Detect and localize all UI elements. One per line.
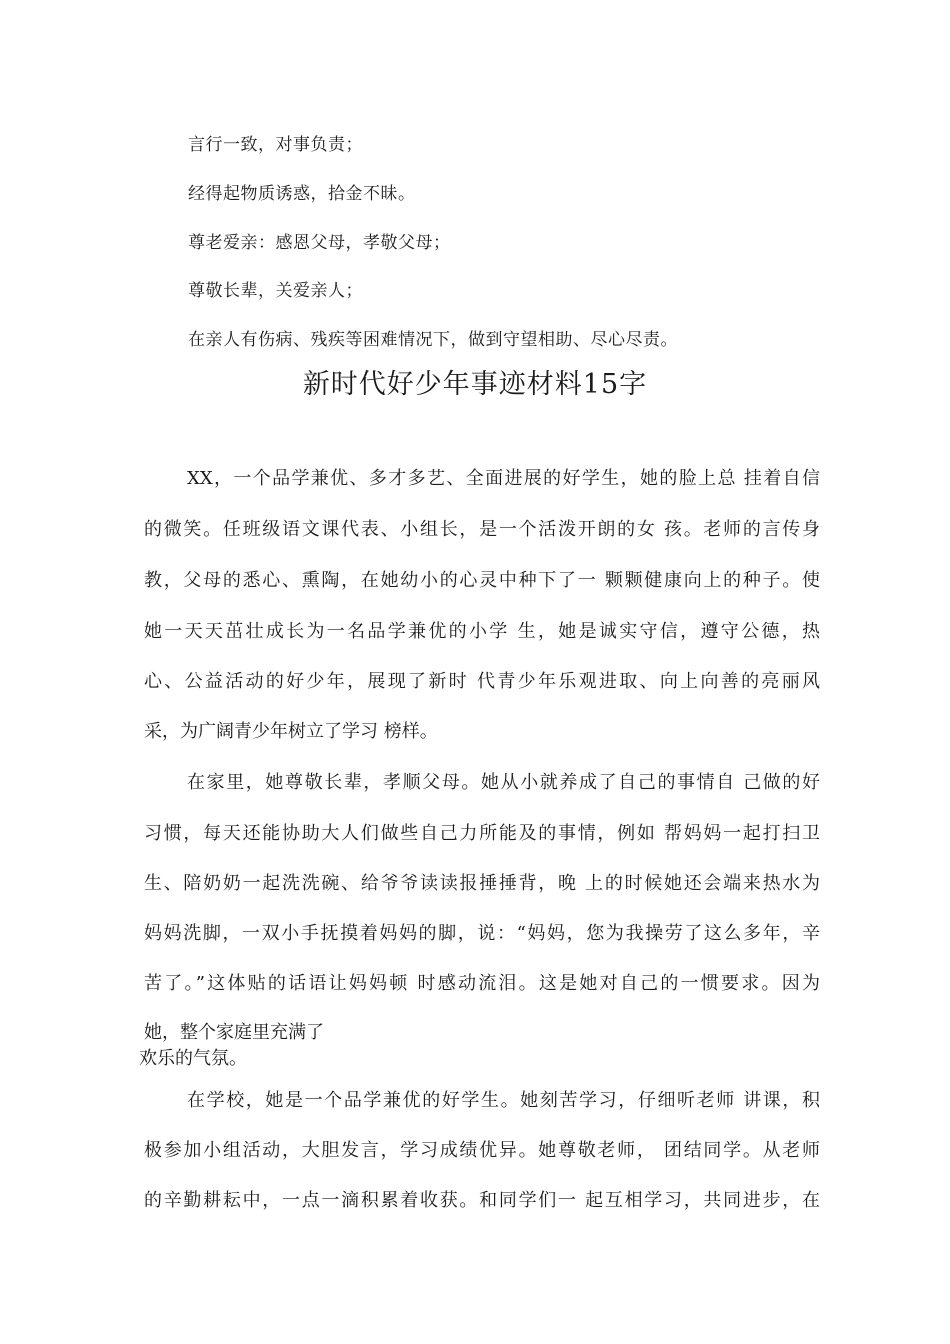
paragraph-line: 妈妈洗脚，一双小手抚摸着妈妈的脚，说：“妈妈，您为我操劳了这么多年，辛 — [144, 923, 820, 944]
paragraph-line: 在学校，她是一个品学兼优的好学生。她刻苦学习，仔细听老师 讲课，积 — [187, 1090, 820, 1111]
paragraph-line: 在家里，她尊敬长辈，孝顺父母。她从小就养成了自己的事情自 己做的好 — [187, 772, 820, 793]
document-title: 新时代好少年事迹材料15字 — [302, 369, 648, 400]
intro-line: 言行一致，对事负责； — [188, 135, 363, 155]
paragraph-line: 生、陪奶奶一起洗洗碗、给爷爷读读报捶捶背，晚 上的时候她还会端来热水为 — [144, 873, 820, 894]
paragraph-line: 的微笑。任班级语文课代表、小组长，是一个活泼开朗的女 孩。老师的言传身 — [144, 519, 820, 540]
intro-line: 在亲人有伤病、残疾等困难情况下，做到守望相助、尽心尽责。 — [188, 330, 678, 350]
intro-line: 尊老爱亲：感恩父母，孝敬父母； — [188, 233, 451, 253]
paragraph-line: 采，为广阔青少年树立了学习 榜样。 — [144, 721, 438, 742]
paragraph-line: 的辛勤耕耘中，一点一滴积累着收获。和同学们一 起互相学习，共同进步，在 — [144, 1190, 820, 1211]
intro-line: 尊敬长辈，关爱亲人； — [188, 281, 363, 301]
paragraph-line: 欢乐的气氛。 — [139, 1048, 247, 1069]
paragraph-line: 她一天天茁壮成长为一名品学兼优的小学 生，她是诚实守信，遵守公德，热 — [144, 621, 820, 642]
paragraph-line: 习惯，每天还能协助大人们做些自己力所能及的事情，例如 帮妈妈一起打扫卫 — [144, 823, 820, 844]
intro-line: 经得起物质诱惑，拾金不昧。 — [188, 184, 416, 204]
paragraph-line: 极参加小组活动，大胆发言，学习成绩优异。她尊敬老师， 团结同学。从老师 — [144, 1140, 820, 1161]
paragraph-line: XX，一个品学兼优、多才多艺、全面进展的好学生，她的脸上总 挂着自信 — [187, 468, 820, 489]
paragraph-line: 苦了。”这体贴的话语让妈妈顿 时感动流泪。这是她对自己的一惯要求。因为 — [144, 973, 820, 994]
paragraph-line: 教，父母的悉心、熏陶，在她幼小的心灵中种下了一 颗颗健康向上的种子。使 — [144, 570, 820, 591]
paragraph-line: 她，整个家庭里充满了 — [144, 1022, 324, 1043]
paragraph-line: 心、公益活动的好少年，展现了新时 代青少年乐观进取、向上向善的亮丽风 — [144, 671, 820, 692]
